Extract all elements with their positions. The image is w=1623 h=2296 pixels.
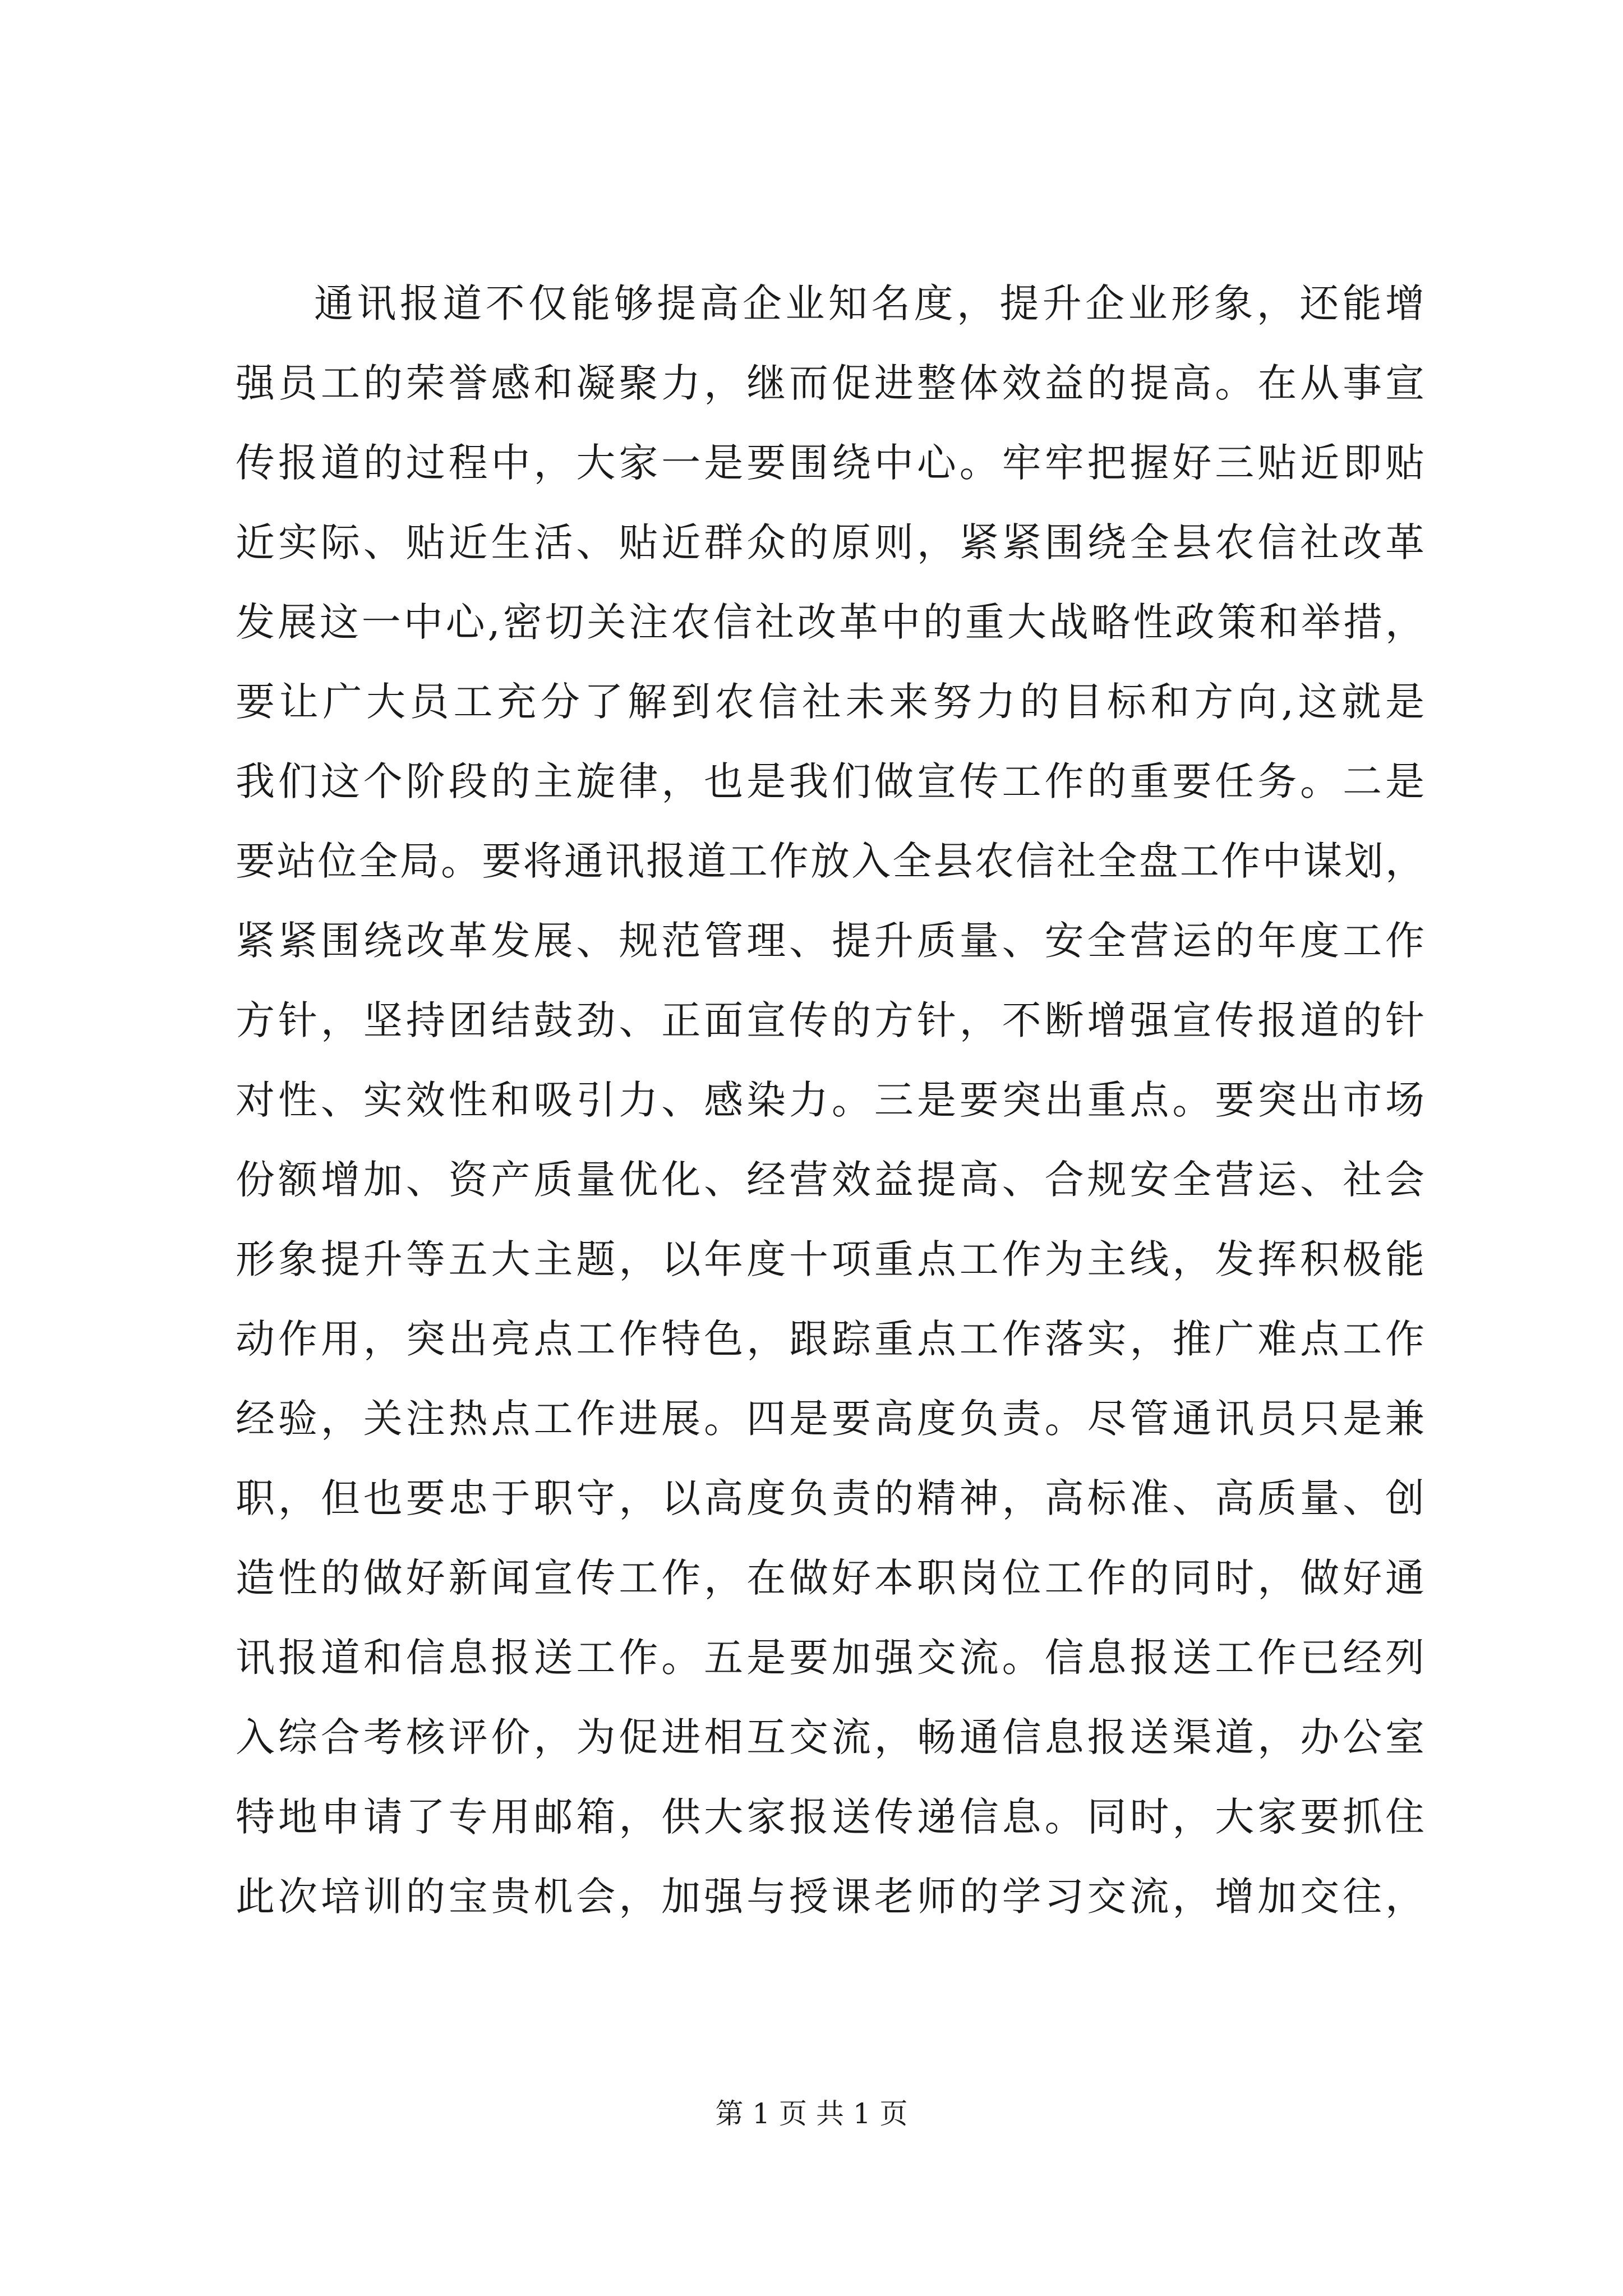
text-line: 要让广大员工充分了解到农信社未来努力的目标和方向,这就是 xyxy=(236,679,1424,725)
text-line: 近实际、贴近生活、贴近群众的原则，紧紧围绕全县农信社改革 xyxy=(236,519,1424,565)
text-line: 此次培训的宝贵机会，加强与授课老师的学习交流，增加交往， xyxy=(236,1874,1424,1920)
text-line: 造性的做好新闻宣传工作，在做好本职岗位工作的同时，做好通 xyxy=(236,1555,1424,1601)
text-line: 特地申请了专用邮箱，供大家报送传递信息。同时，大家要抓住 xyxy=(236,1794,1424,1840)
text-line: 对性、实效性和吸引力、感染力。三是要突出重点。要突出市场 xyxy=(236,1077,1424,1123)
text-line: 方针，坚持团结鼓劲、正面宣传的方针，不断增强宣传报道的针 xyxy=(236,997,1424,1043)
text-line: 强员工的荣誉感和凝聚力，继而促进整体效益的提高。在从事宣 xyxy=(236,360,1424,406)
text-line: 我们这个阶段的主旋律，也是我们做宣传工作的重要任务。二是 xyxy=(236,758,1424,804)
body-paragraph xyxy=(236,264,1424,1936)
text-line: 通讯报道不仅能够提高企业知名度，提升企业形象，还能增 xyxy=(314,280,1424,326)
text-line: 发展这一中心,密切关注农信社改革中的重大战略性政策和举措， xyxy=(236,599,1424,645)
text-line: 要站位全局。要将通讯报道工作放入全县农信社全盘工作中谋划， xyxy=(236,838,1424,884)
text-line: 传报道的过程中，大家一是要围绕中心。牢牢把握好三贴近即贴 xyxy=(236,440,1424,486)
text-line: 职，但也要忠于职守，以高度负责的精神，高标准、高质量、创 xyxy=(236,1475,1424,1521)
text-line: 动作用，突出亮点工作特色，跟踪重点工作落实，推广难点工作 xyxy=(236,1316,1424,1362)
text-line: 份额增加、资产质量优化、经营效益提高、合规安全营运、社会 xyxy=(236,1157,1424,1203)
text-line: 入综合考核评价，为促进相互交流，畅通信息报送渠道，办公室 xyxy=(236,1714,1424,1760)
text-line: 经验，关注热点工作进展。四是要高度负责。尽管通讯员只是兼 xyxy=(236,1396,1424,1442)
text-line: 讯报道和信息报送工作。五是要加强交流。信息报送工作已经列 xyxy=(236,1635,1424,1681)
text-line: 紧紧围绕改革发展、规范管理、提升质量、安全营运的年度工作 xyxy=(236,918,1424,964)
text-line: 形象提升等五大主题，以年度十项重点工作为主线，发挥积极能 xyxy=(236,1236,1424,1282)
page-number-footer: 第 1 页 共 1 页 xyxy=(715,2097,908,2130)
